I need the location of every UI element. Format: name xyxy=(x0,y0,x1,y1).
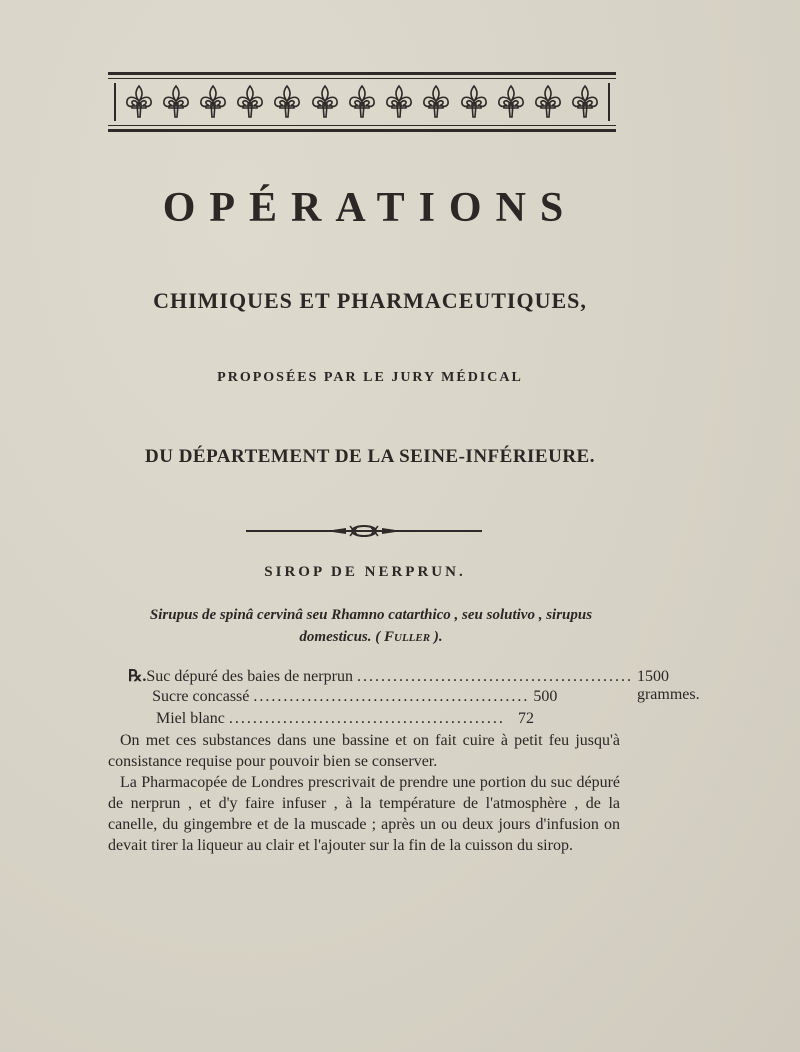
department-line: DU DÉPARTEMENT DE LA SEINE-INFÉRIEURE. xyxy=(145,446,595,467)
recipe-symbol: ℞. xyxy=(128,668,147,685)
fleur-de-lis-icon xyxy=(570,84,600,120)
fleur-de-lis-icon xyxy=(198,84,228,120)
fleur-de-lis-icon xyxy=(272,84,302,120)
fleur-de-lis-icon xyxy=(459,84,489,120)
fleur-de-lis-icon xyxy=(347,84,377,120)
ingredient-quantity: 72 xyxy=(518,710,534,727)
page-subtitle: CHIMIQUES ET PHARMACEUTIQUES, xyxy=(153,288,587,313)
page-title: OPÉRATIONS xyxy=(162,185,578,231)
paragraph: On met ces substances dans une bassine et on fait cuire à petit feu jusqu'à consistance requise pour pouvoir bien se conserver. xyxy=(108,732,620,770)
body-text xyxy=(108,730,620,856)
paragraph: La Pharmacopée de Londres prescrivait de prendre une portion du suc dépuré de nerprun , et d'y faire infuser , à la température de l'atmosphère , de la canelle, du gingembre et de la muscade ; après un ou deux jours d'infusion on devait tirer la liqueur au clair et l'ajouter sur la fin de la cuisson du sirop. xyxy=(108,774,620,854)
ingredient-name: Suc dépuré des baies de nerprun xyxy=(146,668,353,685)
decorative-rule xyxy=(246,524,482,538)
latin-name xyxy=(102,604,640,648)
recipe-list xyxy=(128,666,700,732)
fleur-de-lis-icon xyxy=(161,84,191,120)
latin-line-2: domesticus. ( xyxy=(299,629,385,645)
ingredient-name: Sucre concassé xyxy=(152,688,250,705)
ingredient-quantity: 500 xyxy=(533,688,558,705)
fleur-de-lis-icon xyxy=(235,84,265,120)
leader-dots: .............................................. xyxy=(356,668,633,685)
ingredient-quantity: 1500 grammes. xyxy=(636,668,700,703)
leader-dots: .............................................. xyxy=(228,710,505,727)
ingredient-name: Miel blanc xyxy=(156,710,225,727)
fleur-de-lis-icon xyxy=(421,84,451,120)
fleur-de-lis-icon xyxy=(384,84,414,120)
fleur-de-lis-icon xyxy=(533,84,563,120)
proposed-by-line: PROPOSÉES PAR LE JURY MÉDICAL xyxy=(217,370,523,385)
fleur-de-lis-header-band xyxy=(108,72,616,132)
recipe-row xyxy=(128,688,628,710)
fleur-de-lis-row xyxy=(114,83,610,121)
section-title: SIROP DE NERPRUN. xyxy=(264,564,466,580)
recipe-row xyxy=(128,710,628,732)
fleur-de-lis-icon xyxy=(310,84,340,120)
fleur-de-lis-icon xyxy=(496,84,526,120)
latin-author: Fuller xyxy=(384,629,431,645)
leader-dots: .............................................. xyxy=(253,688,530,705)
latin-end: ). xyxy=(430,629,443,645)
fleur-de-lis-icon xyxy=(124,84,154,120)
latin-line-1: Sirupus de spinâ cervinâ seu Rhamno catarthico , seu solutivo , sirupus xyxy=(149,607,593,623)
